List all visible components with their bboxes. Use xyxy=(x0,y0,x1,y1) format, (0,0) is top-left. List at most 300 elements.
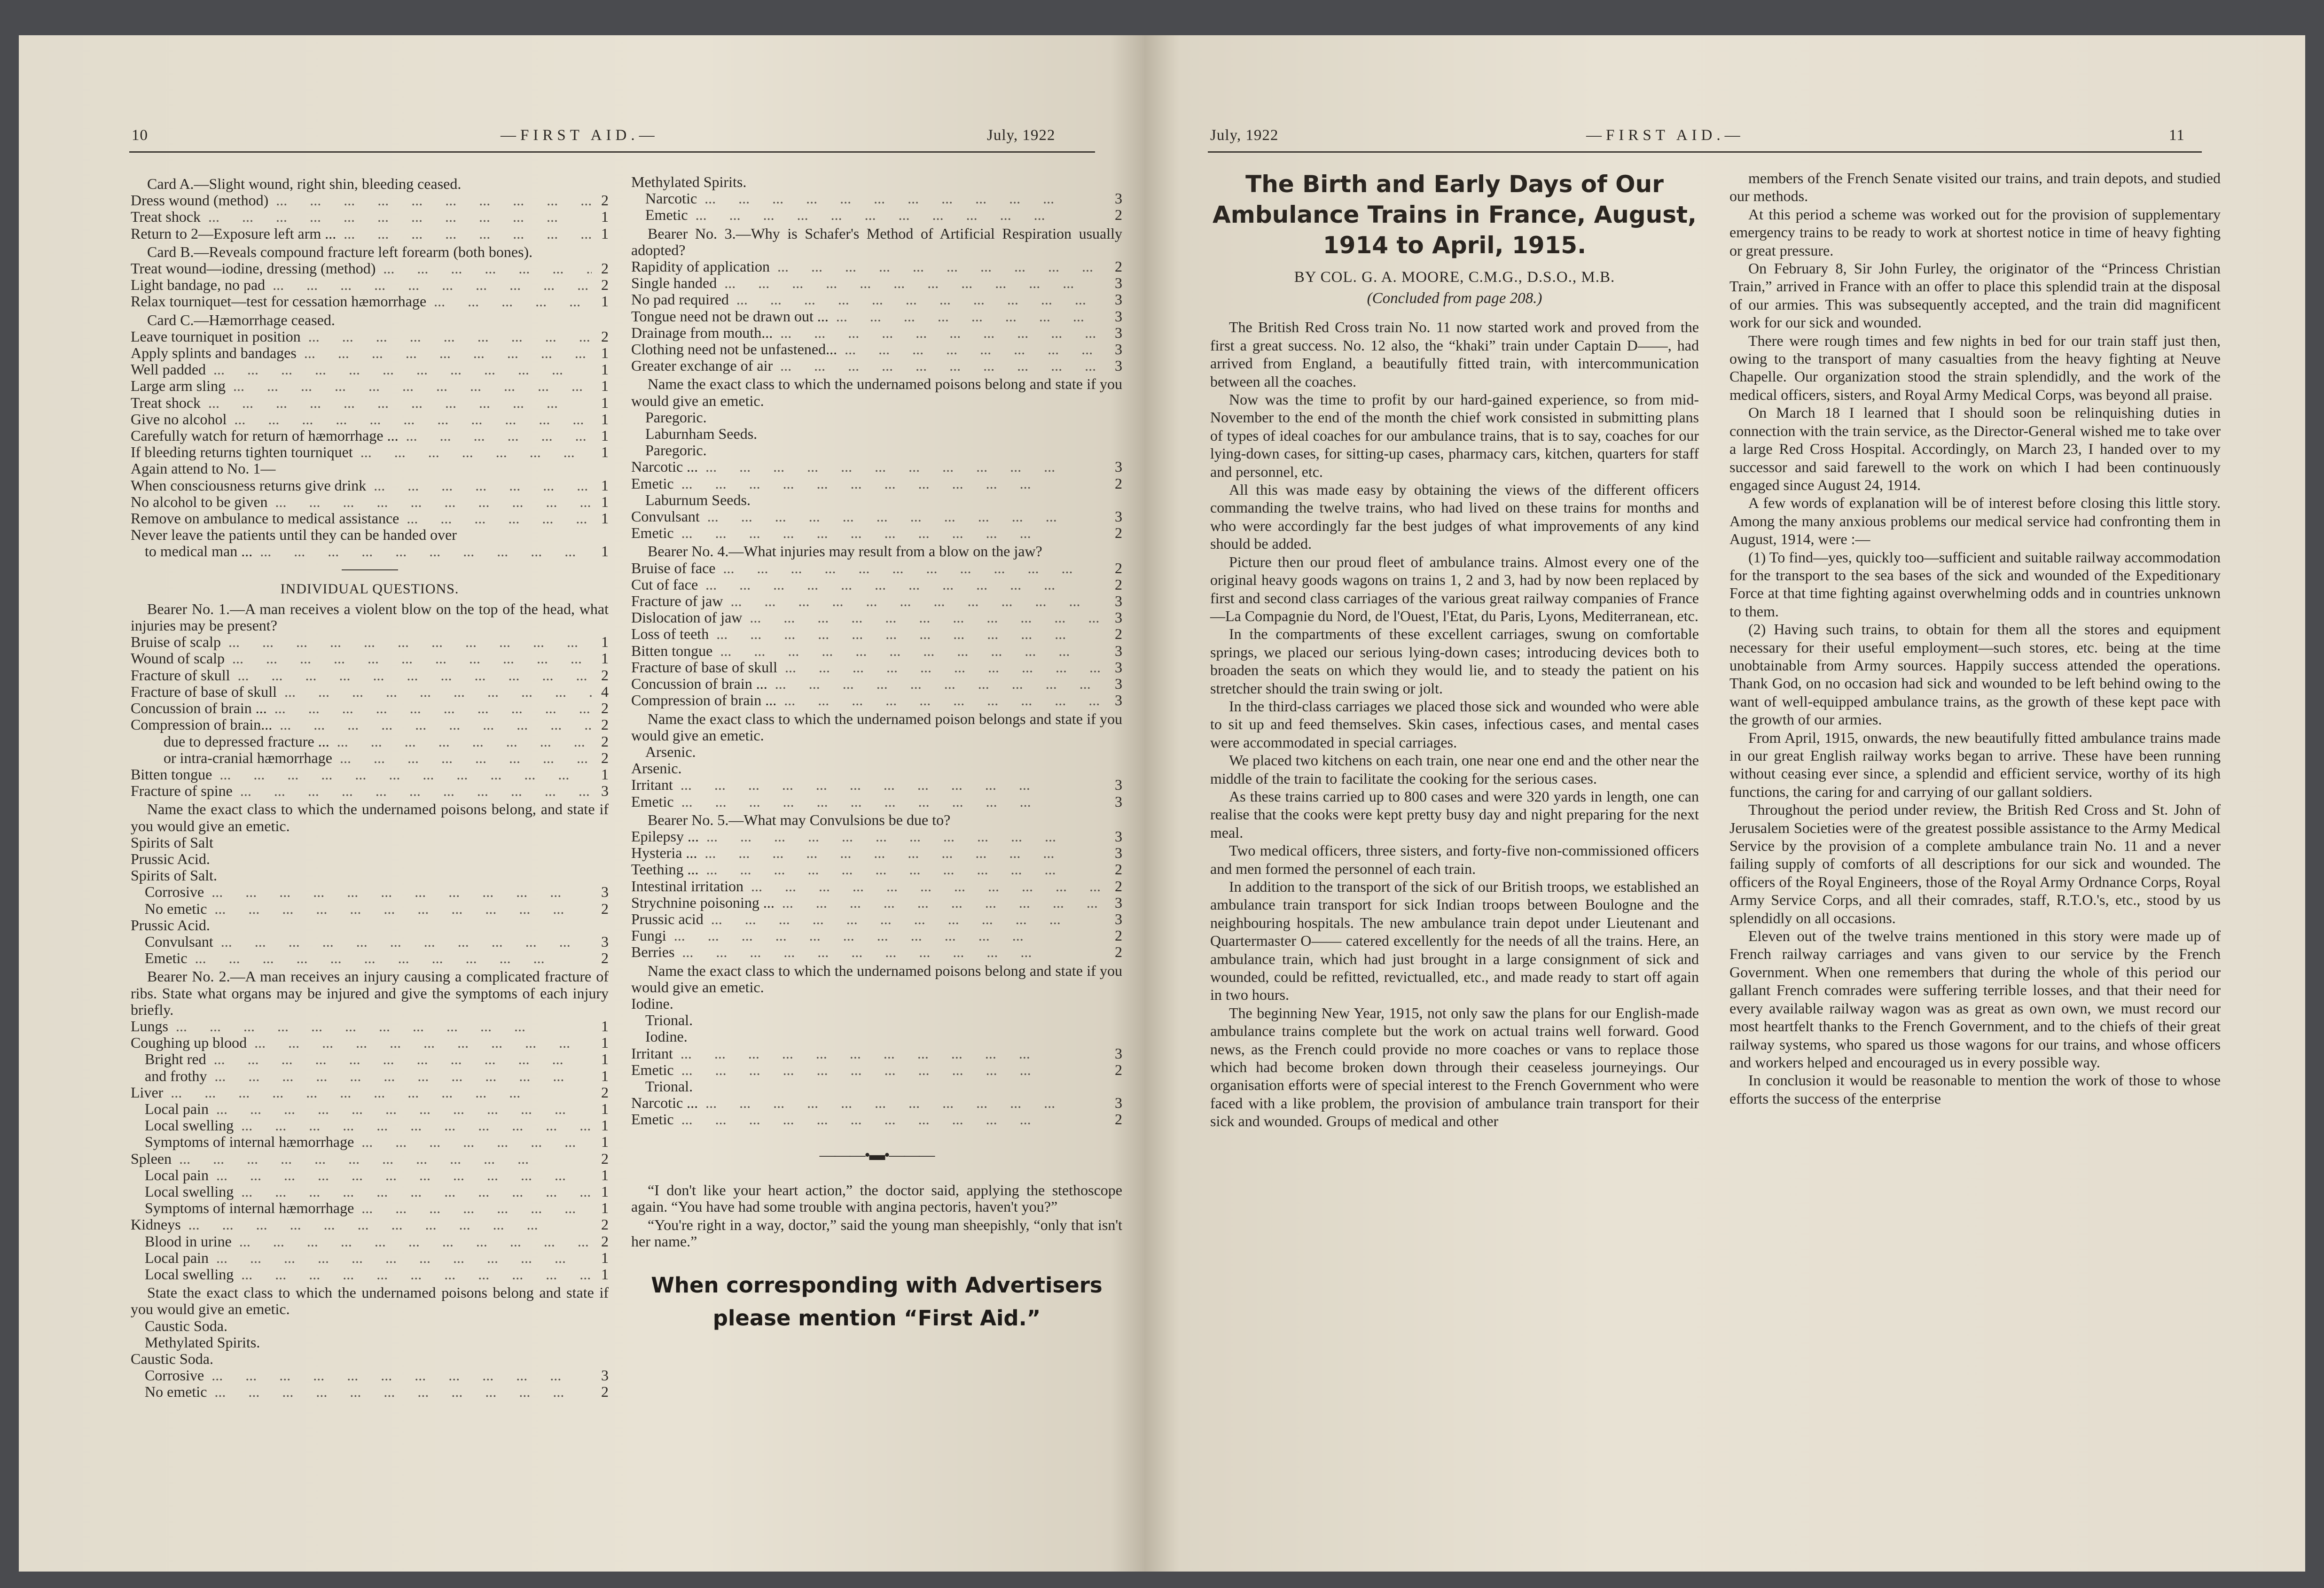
answer-line xyxy=(631,861,1122,878)
answer-text: or intra-cranial hæmorrhage ... xyxy=(164,750,592,766)
answer-text: Liver ... xyxy=(131,1084,592,1101)
answer-line xyxy=(131,428,609,444)
marks-value: 1 xyxy=(601,1199,609,1217)
marks-value: 1 xyxy=(601,427,609,444)
marks-value: 3 xyxy=(1115,776,1122,794)
marks-value: 3 xyxy=(1115,793,1122,810)
marks-value: 1 xyxy=(601,510,609,527)
marks-value: 2 xyxy=(601,1383,609,1401)
answer-text: Treat shock ... xyxy=(131,209,592,225)
right-page xyxy=(1144,35,2305,1572)
marks-value: 1 xyxy=(601,1133,609,1151)
answer-line xyxy=(631,308,1122,325)
marks-value: 1 xyxy=(601,1183,609,1200)
marks-value: 2 xyxy=(1115,576,1122,593)
answer-line xyxy=(631,828,1122,845)
header-rule xyxy=(129,151,1095,153)
answer-line xyxy=(631,659,1122,676)
answer-line xyxy=(131,277,609,293)
marks-value: 4 xyxy=(601,683,609,700)
answer-line xyxy=(631,927,1122,944)
answer-line xyxy=(631,895,1122,911)
marks-value: 2 xyxy=(601,1150,609,1167)
answer-line xyxy=(631,508,1122,525)
marks-value: 3 xyxy=(1115,1044,1122,1062)
poison-name: Spirits of Salt. xyxy=(131,867,218,884)
answer-text: Strychnine poisoning ... ... xyxy=(631,895,1105,911)
answer-line xyxy=(631,291,1122,308)
article-paragraph: A few words of explanation will be of interest before closing this little story. Among the many anxious problems our medical service had confronting them in August, 1914, were :— xyxy=(1729,494,2221,548)
marks-value: 3 xyxy=(1115,1094,1122,1112)
magazine-spread xyxy=(19,35,2305,1572)
poison-name: Caustic Soda. xyxy=(131,1350,213,1368)
marks-value: 1 xyxy=(601,344,609,362)
left-page xyxy=(19,35,1144,1572)
answer-text: Lungs ... xyxy=(131,1018,592,1035)
answer-text: Corrosive ... xyxy=(145,1367,592,1384)
answer-line xyxy=(131,1134,609,1150)
answer-text: Emetic ... xyxy=(145,950,592,966)
question-text: Card C.—Hæmorrhage ceased. xyxy=(147,311,335,328)
marks-value: 2 xyxy=(601,950,609,967)
article-paragraph: From April, 1915, onwards, the new beautifully fitted ambulance trains made in our great English railway works began to arrive. These have been running without ceasing ever since, a splendid and efficient service, worthy of its high functions, the caring for and carrying of our gallant soldiers. xyxy=(1729,729,2221,800)
answer-line xyxy=(131,510,609,527)
answer-line xyxy=(131,634,609,650)
marks-value: 1 xyxy=(601,377,609,395)
marks-value: 1 xyxy=(601,1051,609,1068)
question-text: Card A.—Slight wound, right shin, bleeding ceased. xyxy=(147,175,462,192)
article-paragraph: (2) Having such trains, to obtain for them all the stores and equipment necessary for their useful employment—such stores, etc. being at the time unobtainable from Army sources. Happily success attended the operations. Thank God, on no occasion had sick and wounded to be left behind owing to the want of well-equipped ambulance trains, as the growth of these kept pace with the growth of our armies. xyxy=(1729,621,2221,728)
answer-line xyxy=(631,878,1122,895)
answer-text: Give no alcohol ... xyxy=(131,411,592,428)
marks-value: 2 xyxy=(601,192,609,209)
answer-text: Corrosive ... xyxy=(145,884,592,900)
answer-line xyxy=(631,325,1122,341)
answer-text: No emetic ... xyxy=(145,901,592,917)
marks-value: 2 xyxy=(601,1232,609,1250)
marks-value: 2 xyxy=(601,732,609,750)
answer-line xyxy=(631,258,1122,275)
answer-text: Irritant ... xyxy=(631,1045,1105,1062)
section-divider xyxy=(342,569,398,570)
answer-line xyxy=(131,1117,609,1134)
marks-value: 1 xyxy=(601,1117,609,1134)
answer-line xyxy=(631,1111,1122,1128)
answer-text: Hysteria ... ... xyxy=(631,845,1105,861)
marks-value: 2 xyxy=(1115,524,1122,542)
marks-value: 1 xyxy=(601,1034,609,1051)
answer-line xyxy=(131,411,609,428)
marks-value: 1 xyxy=(601,1249,609,1266)
article-column-2 xyxy=(1729,169,2221,1107)
answer-text: Return to 2—Exposure left arm ... ... xyxy=(131,226,592,242)
answer-text: Concussion of brain ... ... xyxy=(131,700,592,716)
answer-text: Emetic ... xyxy=(631,1062,1105,1078)
marks-value: 3 xyxy=(601,1367,609,1384)
advertiser-notice: When corresponding with Advertisers please mention “First Aid.” xyxy=(651,1272,1103,1331)
marks-value: 1 xyxy=(601,1266,609,1283)
answer-text: Bitten tongue ... xyxy=(131,766,592,783)
marks-value: 2 xyxy=(1115,258,1122,275)
answer-line xyxy=(631,560,1122,576)
answer-line xyxy=(631,525,1122,541)
article-paragraph: Eleven out of the twelve trains mentioned in this story were made up of French railway carriages and vans given to our service by the French Government. When one remembers that during the whole of this period our gallant French comrades were suffering terrible losses, and that their need for every available railway wagon was as great as own own, we must record our most heartfelt thanks to the French Government, and to the chiefs of their great railway systems, who spared us those wagons for our trains, and whose officers and workers helped and encouraged us in every possible way. xyxy=(1729,927,2221,1071)
answer-line xyxy=(131,1250,609,1266)
answer-line xyxy=(631,190,1122,207)
answer-line xyxy=(131,395,609,411)
answer-text: Local pain ... xyxy=(145,1101,592,1117)
answer-text: Emetic ... xyxy=(631,1111,1105,1128)
answer-line xyxy=(631,692,1122,708)
poison-name: Prussic Acid. xyxy=(131,850,210,867)
answer-text: Single handed ... xyxy=(631,275,1105,291)
answer-text: Emetic ... xyxy=(631,475,1105,492)
left-column-1 xyxy=(131,174,609,1401)
marks-value: 2 xyxy=(601,749,609,766)
answer-text: No alcohol to be given ... xyxy=(131,494,592,510)
answer-text: Well padded ... xyxy=(131,361,592,378)
question-text: Bearer No. 3.—Why is Schafer's Method of Artificial Respiration usually adopted? xyxy=(631,225,1122,258)
poison-name: Trional. xyxy=(645,1012,693,1029)
article-paragraph: On March 18 I learned that I should soon be relinquishing duties in connection with the train service, as the Director-General wished me to take over a large Red Cross Hospital. Accordingly, on March 23, I handed over to my successor and said farewell to the work on which I had been continuously engaged since August 24, 1914. xyxy=(1729,404,2221,493)
answer-text: Coughing up blood ... xyxy=(131,1035,592,1051)
answer-line xyxy=(131,361,609,378)
marks-value: 2 xyxy=(601,1083,609,1101)
answer-line xyxy=(131,494,609,510)
question-text: Card B.—Reveals compound fracture left forearm (both bones). xyxy=(147,243,533,260)
question-text: State the exact class to which the undernamed poisons belong and state if you would give an emetic. xyxy=(131,1284,609,1318)
answer-line xyxy=(131,1167,609,1183)
answer-line xyxy=(131,733,609,750)
answer-text: Narcotic ... ... xyxy=(631,459,1105,475)
article-paragraph: There were rough times and few nights in bed for our train staff just then, owing to the transport of many casualties from the heavy fighting at Neuve Chapelle. Our organization stood the strain splendidly, and the work of the medical officers, sisters, and Royal Army Medical Corps, was beyond all praise. xyxy=(1729,332,2221,403)
answer-text: Large arm sling ... xyxy=(131,378,592,394)
running-title: —FIRST AID.— xyxy=(501,127,659,144)
question-text: Bearer No. 1.—A man receives a violent blow on the top of the head, what injuries may be present? xyxy=(131,600,609,634)
ornament-divider: ———•▬•——— xyxy=(819,1146,934,1164)
marks-value: 2 xyxy=(1115,927,1122,944)
answer-line xyxy=(131,543,609,560)
answer-text: Bruise of scalp ... xyxy=(131,634,592,650)
answer-line xyxy=(131,1068,609,1084)
answer-text: No pad required ... xyxy=(631,291,1105,308)
answer-text: Wound of scalp ... xyxy=(131,650,592,667)
article-paragraph: We placed two kitchens on each train, one near one end and the other near the middle of the train to facilitate the cooking for the serious cases. xyxy=(1210,752,1699,787)
answer-text: Spleen ... xyxy=(131,1151,592,1167)
article-byline: BY COL. G. A. MOORE, C.M.G., D.S.O., M.B. xyxy=(1294,269,1615,286)
answer-text: Kidneys ... xyxy=(131,1216,592,1233)
poison-name: Arsenic. xyxy=(645,743,696,760)
marks-value: 3 xyxy=(1115,291,1122,308)
answer-text: to medical man ... ... xyxy=(145,543,592,560)
marks-value: 1 xyxy=(601,208,609,226)
header-rule xyxy=(1208,151,2202,153)
answer-text: Emetic ... xyxy=(645,207,1105,223)
marks-value: 3 xyxy=(1115,190,1122,207)
answer-text: Rapidity of application ... xyxy=(631,258,1105,275)
marks-value: 3 xyxy=(1115,910,1122,927)
section-heading: INDIVIDUAL QUESTIONS. xyxy=(280,581,459,597)
article-paragraph: The British Red Cross train No. 11 now started work and proved from the first a great success. No. 12 also, the “khaki” train under Captain D——, had arrived from England, a beautifully fitted train, with intercommunication between all the coaches. xyxy=(1210,319,1699,390)
marks-value: 1 xyxy=(601,493,609,510)
answer-line xyxy=(131,1151,609,1167)
article-body-1 xyxy=(1210,318,1699,1130)
answer-text: Bright red ... xyxy=(145,1051,592,1067)
answer-line xyxy=(631,676,1122,692)
answer-text: Treat shock ... xyxy=(131,395,592,411)
answer-line xyxy=(631,1062,1122,1078)
answer-line xyxy=(131,328,609,345)
answer-text: Fracture of base of skull ... xyxy=(131,684,592,700)
marks-value: 1 xyxy=(601,650,609,667)
answer-line xyxy=(131,1266,609,1283)
answer-line xyxy=(131,260,609,277)
marks-value: 3 xyxy=(1115,324,1122,341)
poison-name: Never leave the patients until they can be handed over xyxy=(131,526,457,544)
marks-value: 3 xyxy=(1115,844,1122,862)
issue-date: July, 1922 xyxy=(1210,127,1279,144)
marks-value: 1 xyxy=(601,361,609,378)
poison-name: Laburnham Seeds. xyxy=(645,425,758,443)
answer-text: due to depressed fracture ... ... xyxy=(164,733,592,750)
marks-value: 3 xyxy=(1115,609,1122,626)
answer-text: Local pain ... xyxy=(145,1167,592,1183)
marks-value: 1 xyxy=(601,633,609,651)
poison-name: Arsenic. xyxy=(631,760,682,777)
marks-value: 3 xyxy=(1115,675,1122,693)
answer-line xyxy=(631,1045,1122,1062)
answer-line xyxy=(131,1051,609,1067)
question-text: “You're right in a way, doctor,” said the young man sheepishly, “only that isn't her name.” xyxy=(631,1216,1122,1250)
answer-line xyxy=(131,477,609,494)
answer-text: Dress wound (method) ... xyxy=(131,192,592,209)
marks-value: 2 xyxy=(1115,559,1122,576)
answer-line xyxy=(631,944,1122,960)
answer-line xyxy=(131,226,609,242)
answer-text: Local swelling ... xyxy=(145,1183,592,1200)
answer-line xyxy=(631,845,1122,861)
marks-value: 2 xyxy=(601,900,609,917)
article-paragraph: Throughout the period under review, the British Red Cross and St. John of Jerusalem Societies were of the greatest possible assistance to the Army Medical Service by the provision of a complete ambulance train No. 11 and a never failing supply of comforts of all descriptions for our sick and wounded. The officers of the Royal Engineers, those of the Royal Army Ordnance Corps, Royal Army Service Corps, and all their comrades, staff, R.T.O.'s, etc., stood by us splendidly on all occasions. xyxy=(1729,801,2221,926)
page-number: 10 xyxy=(132,127,148,144)
marks-value: 1 xyxy=(601,444,609,461)
article-paragraph: members of the French Senate visited our trains, and train depots, and studied our methods. xyxy=(1729,170,2221,205)
answer-text: Relax tourniquet—test for cessation hæmorrhage ... xyxy=(131,293,592,310)
answer-text: Emetic ... xyxy=(631,525,1105,541)
question-text: “I don't like your heart action,” the doctor said, applying the stethoscope again. “You have had some trouble with angina pectoris, haven't you?” xyxy=(631,1181,1122,1215)
marks-value: 1 xyxy=(601,1166,609,1183)
marks-value: 3 xyxy=(1115,827,1122,845)
marks-value: 3 xyxy=(1115,658,1122,676)
answer-line xyxy=(131,209,609,225)
article-paragraph: All this was made easy by obtaining the views of the different officers commanding the twelve trains, who had lived on these trains for months and who were accordingly far the best judges of what improvements of any kind should be added. xyxy=(1210,481,1699,553)
marks-value: 1 xyxy=(601,543,609,560)
answer-line xyxy=(631,358,1122,374)
article-paragraph: The beginning New Year, 1915, not only saw the plans for our English-made ambulance trains complete but the work on actual trains well forward. Good news, as the French could provide no more coaches or vans to replace those which had become broken down through their ceaseless journeyings. Our organisation efforts were of special interest to the French Government who were faced with a like problem, the provision of ambulance train transport for their sick and wounded. Groups of medical and other xyxy=(1210,1004,1699,1130)
marks-value: 2 xyxy=(601,276,609,294)
answer-line xyxy=(131,293,609,310)
question-text: Name the exact class to which the undernamed poison belongs and state if you would give an emetic. xyxy=(631,710,1122,744)
marks-value: 3 xyxy=(1115,592,1122,610)
answer-line xyxy=(131,716,609,733)
article-paragraph: Two medical officers, three sisters, and forty-five non-commissioned officers and men formed the personnel of each train. xyxy=(1210,842,1699,877)
answer-line xyxy=(131,1183,609,1200)
answer-text: Intestinal irritation ... xyxy=(631,878,1105,895)
poison-name: Paregoric. xyxy=(645,442,707,459)
answer-line xyxy=(631,626,1122,642)
marks-value: 3 xyxy=(601,782,609,800)
article-paragraph: In conclusion it would be reasonable to mention the work of those to whose efforts the success of the enterprise xyxy=(1729,1072,2221,1107)
marks-value: 1 xyxy=(601,394,609,411)
article-paragraph: Now was the time to profit by our hard-gained experience, so from mid-November to the end of the month the chief work consisted in submitting plans of types of ideal coaches for our ambulance trains, that is to say, coaches for our lying-down cases, for sitting-up cases, pharmacy cars, kitchen, quarters for staff and personnel, etc. xyxy=(1210,391,1699,480)
question-text: Name the exact class to which the undernamed poisons belong and state if you would give an emetic. xyxy=(631,375,1122,409)
marks-value: 1 xyxy=(601,1067,609,1084)
marks-value: 2 xyxy=(1115,943,1122,961)
running-title: —FIRST AID.— xyxy=(1586,127,1745,144)
article-paragraph: (1) To find—yes, quickly too—sufficient and suitable railway accommodation for the transport to the sea bases of the sick and wounded of the Expeditionary Force at that time fighting against overwhelming odds and in countries unknown to them. xyxy=(1729,548,2221,620)
answer-text: Fungi ... xyxy=(631,927,1105,944)
answer-text: and frothy ... xyxy=(145,1068,592,1084)
article-paragraph: On February 8, Sir John Furley, the originator of the “Princess Christian Train,” arrived in France with an offer to place this splendid train at the disposal of our armies. This was subsequently accepted, and the train did magnificent work for our sick and wounded. xyxy=(1729,260,2221,331)
answer-text: Dislocation of jaw ... xyxy=(631,609,1105,626)
marks-value: 3 xyxy=(1115,642,1122,659)
answer-line xyxy=(131,444,609,460)
answer-text: Local swelling ... xyxy=(145,1117,592,1134)
answer-line xyxy=(631,475,1122,492)
answer-text: Fracture of spine ... xyxy=(131,783,592,799)
answer-text: Treat wound—iodine, dressing (method) ... xyxy=(131,260,592,277)
article-title: The Birth and Early Days of Our Ambulance Trains in France, August, 1914 to April, 1915. xyxy=(1213,171,1697,259)
marks-value: 3 xyxy=(1115,357,1122,374)
answer-line xyxy=(631,643,1122,659)
answer-line xyxy=(131,1200,609,1216)
marks-value: 2 xyxy=(1115,861,1122,878)
answer-line xyxy=(631,275,1122,291)
answer-line xyxy=(131,1084,609,1101)
poison-name: Paregoric. xyxy=(645,408,707,426)
answer-line xyxy=(631,341,1122,358)
answer-text: Compression of brain... ... xyxy=(131,716,592,733)
answer-line xyxy=(131,378,609,394)
article-column-1 xyxy=(1210,169,1699,1130)
poison-name: Iodine. xyxy=(631,995,673,1012)
answer-text: Narcotic ... ... xyxy=(631,1095,1105,1111)
answer-text: Loss of teeth ... xyxy=(631,626,1105,642)
answer-line xyxy=(631,1095,1122,1111)
marks-value: 2 xyxy=(1115,625,1122,643)
answer-line xyxy=(631,593,1122,609)
marks-value: 1 xyxy=(601,765,609,783)
answer-text: Leave tourniquet in position ... xyxy=(131,328,592,345)
answer-text: Narcotic ... xyxy=(645,190,1105,207)
answer-text: Cut of face ... xyxy=(631,576,1105,593)
marks-value: 2 xyxy=(601,260,609,277)
marks-value: 1 xyxy=(601,293,609,310)
article-paragraph: At this period a scheme was worked out for the provision of supplementary emergency trains to be ready to work at shortest notice in time of heavy fighting or great pressure. xyxy=(1729,205,2221,259)
marks-value: 3 xyxy=(1115,508,1122,525)
marks-value: 3 xyxy=(1115,307,1122,325)
answer-text: Drainage from mouth... ... xyxy=(631,325,1105,341)
answer-line xyxy=(131,783,609,799)
marks-value: 2 xyxy=(601,716,609,733)
answer-text: Berries ... xyxy=(631,944,1105,960)
answer-text: Local swelling ... xyxy=(145,1266,592,1283)
marks-value: 2 xyxy=(601,327,609,345)
poison-name: Spirits of Salt xyxy=(131,833,214,851)
answer-line xyxy=(131,901,609,917)
answer-line xyxy=(131,684,609,700)
poison-name: Again attend to No. 1— xyxy=(131,460,276,477)
answer-line xyxy=(131,934,609,950)
answer-text: Blood in urine ... xyxy=(145,1233,592,1250)
answer-text: Fracture of skull ... xyxy=(131,667,592,684)
article-paragraph: In the compartments of these excellent carriages, swung on comfortable springs, we placed our serious lying-down cases; introducing devices both to broaden the seats on which they would lie, and to steady the patient on his stretcher should the train swing or jolt. xyxy=(1210,625,1699,697)
question-text: Name the exact class to which the undernamed poisons belong, and state if you would give an emetic. xyxy=(131,801,609,834)
answer-line xyxy=(631,911,1122,927)
answer-line xyxy=(131,650,609,667)
answer-line xyxy=(631,609,1122,626)
marks-value: 1 xyxy=(601,1100,609,1117)
answer-line xyxy=(131,1101,609,1117)
article-paragraph: In the third-class carriages we placed those sick and wounded who were able to sit up and feed themselves. Skin cases, infectious cases, and mental cases were accommodated in special carriages. xyxy=(1210,697,1699,751)
question-text: Name the exact class to which the undernamed poisons belong and state if you would give an emetic. xyxy=(631,962,1122,996)
answer-text: Fracture of base of skull ... xyxy=(631,659,1105,676)
answer-line xyxy=(131,950,609,966)
marks-value: 2 xyxy=(1115,206,1122,224)
poison-name: Laburnum Seeds. xyxy=(645,491,751,508)
answer-text: Teething ... ... xyxy=(631,861,1105,878)
answer-line xyxy=(131,750,609,766)
article-paragraph: As these trains carried up to 800 cases and were 320 yards in length, one can realise that the cooks were kept pretty busy day and night preparing for the next meal. xyxy=(1210,787,1699,841)
answer-line xyxy=(631,459,1122,475)
page-number: 11 xyxy=(2169,127,2185,144)
marks-value: 1 xyxy=(601,410,609,428)
marks-value: 1 xyxy=(601,225,609,242)
answer-line xyxy=(631,777,1122,793)
answer-text: Bruise of face ... xyxy=(631,560,1105,576)
marks-value: 2 xyxy=(1115,1111,1122,1128)
marks-value: 3 xyxy=(601,883,609,901)
answer-line xyxy=(631,794,1122,810)
poison-name: Caustic Soda. xyxy=(145,1317,227,1334)
answer-text: When consciousness returns give drink ... xyxy=(131,477,592,494)
marks-value: 2 xyxy=(601,1216,609,1233)
marks-value: 2 xyxy=(601,666,609,684)
answer-text: Symptoms of internal hæmorrhage ... xyxy=(145,1134,592,1150)
answer-text: Light bandage, no pad ... xyxy=(131,277,592,293)
marks-value: 2 xyxy=(601,700,609,717)
answer-line xyxy=(131,700,609,716)
answer-text: Emetic ... xyxy=(631,794,1105,810)
answer-text: Fracture of jaw ... xyxy=(631,593,1105,609)
marks-value: 2 xyxy=(1115,877,1122,895)
poison-name: Methylated Spirits. xyxy=(631,173,747,190)
answer-line xyxy=(131,766,609,783)
issue-date: July, 1922 xyxy=(987,127,1056,144)
answer-text: Prussic acid ... xyxy=(631,911,1105,927)
answer-line xyxy=(131,1216,609,1233)
answer-line xyxy=(631,207,1122,223)
poison-name: Prussic Acid. xyxy=(131,916,210,934)
article-continuation-note: (Concluded from page 208.) xyxy=(1367,290,1542,307)
answer-text: Local pain ... xyxy=(145,1250,592,1266)
answer-line xyxy=(131,884,609,900)
answer-line xyxy=(131,1035,609,1051)
answer-line xyxy=(131,1367,609,1384)
answer-text: Apply splints and bandages ... xyxy=(131,345,592,361)
answer-text: Compression of brain ... ... xyxy=(631,692,1105,708)
left-column-2 xyxy=(631,174,1122,1335)
